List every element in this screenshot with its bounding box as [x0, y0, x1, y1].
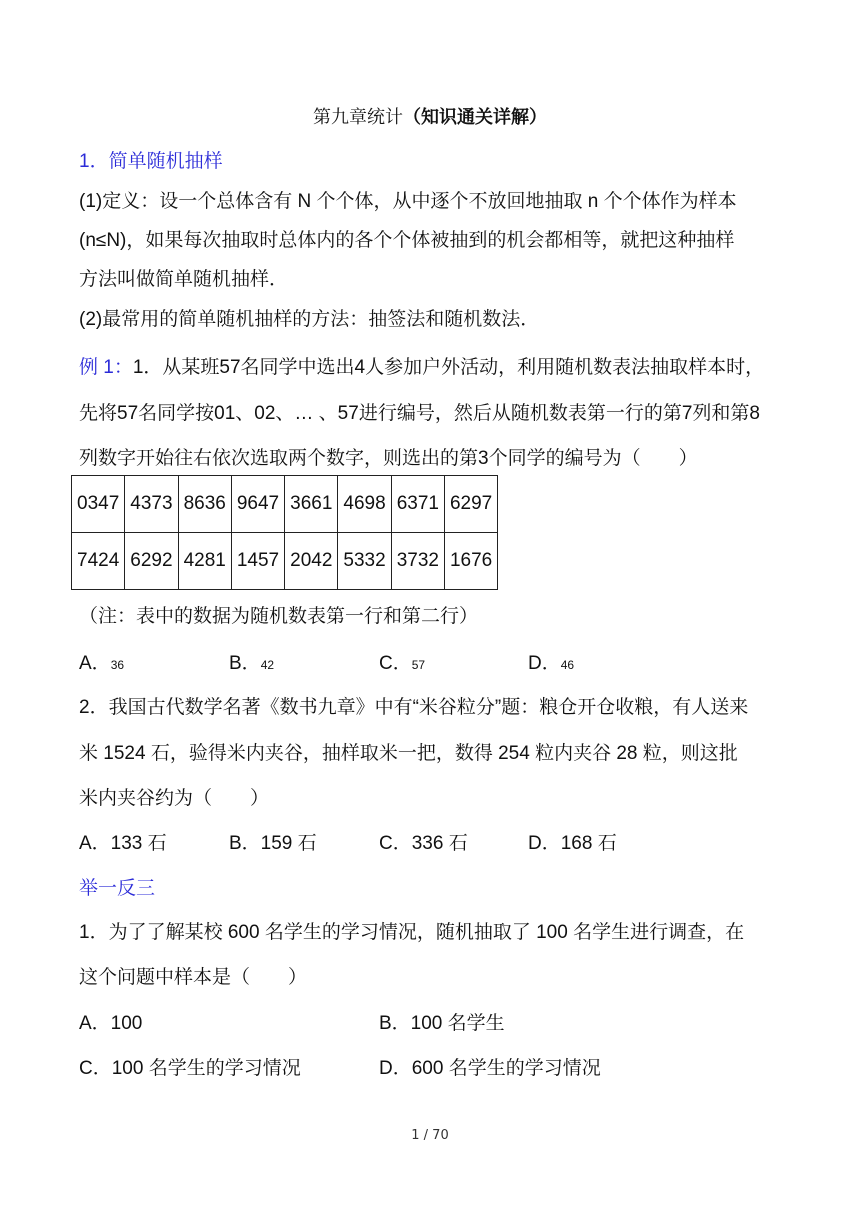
q1-option-b [229, 648, 274, 675]
practice-question1-line1: 1．为了了解某校 600 名学生的学习情况，随机抽取了 100 名学生进行调查，在 [79, 922, 745, 943]
example1-question2-line1: 2．我国古代数学名著《数书九章》中有“米谷粒分”题：粮仓开仓收粮，有人送来 [79, 697, 749, 718]
section-heading-simple-random-sampling: 1．简单随机抽样 [79, 151, 223, 172]
table-note: （注：表中的数据为随机数表第一行和第二行） [79, 605, 479, 627]
example1-question1-line3: 列数字开始往右依次选取两个数字，则选出的第3个同学的编号为（ ） [79, 448, 698, 469]
table-cell: 1676 [444, 533, 497, 590]
table-cell: 0347 [72, 476, 125, 533]
table-cell: 6292 [125, 533, 178, 590]
example1-question1-line2: 先将57名同学按01、02、… 、57进行编号，然后从随机数表第一行的第7列和第8 [79, 403, 760, 424]
table-cell: 8636 [178, 476, 231, 533]
option-letter: A． [79, 653, 111, 674]
table-row [72, 533, 498, 590]
q1-option-d [528, 648, 574, 675]
page-number: 1 / 70 [411, 1128, 449, 1143]
table-cell: 6297 [444, 476, 497, 533]
practice-option-b: B．100 名学生 [379, 1013, 505, 1034]
practice-option-d: D．600 名学生的学习情况 [379, 1058, 601, 1079]
definition-line-1: (1)定义：设一个总体含有 N 个个体，从中逐个不放回地抽取 n 个个体作为样本 [79, 191, 737, 212]
q1-option-a [79, 648, 124, 675]
table-cell: 4281 [178, 533, 231, 590]
table-cell: 2042 [285, 533, 338, 590]
method-line: (2)最常用的简单随机抽样的方法：抽签法和随机数法． [79, 309, 540, 330]
definition-line-3: 方法叫做简单随机抽样． [79, 269, 289, 290]
table-cell: 7424 [72, 533, 125, 590]
example1-question2-line2: 米 1524 石，验得米内夹谷，抽样取米一把，数得 254 粒内夹谷 28 粒，则这批 [79, 743, 738, 764]
page-title [0, 103, 860, 129]
title-suffix: （知识通关详解） [403, 107, 547, 128]
q2-option-a: A．133 石 [79, 833, 167, 854]
practice-question1-line2: 这个问题中样本是（ ） [79, 967, 308, 988]
q2-option-b: B．159 石 [229, 833, 317, 854]
table-cell: 3732 [391, 533, 444, 590]
table-cell: 1457 [231, 533, 284, 590]
example1-question1-line1 [79, 352, 764, 379]
practice-heading: 举一反三 [79, 878, 156, 899]
option-value: 57 [411, 658, 426, 672]
practice-option-c: C．100 名学生的学习情况 [79, 1058, 301, 1079]
random-number-table [71, 475, 498, 590]
q2-option-d: D．168 石 [528, 833, 617, 854]
example-label: 例 1： [79, 357, 133, 378]
title-main: 第九章统计 [313, 107, 403, 128]
q1-option-c [379, 648, 425, 675]
option-letter: B． [229, 653, 261, 674]
table-cell: 6371 [391, 476, 444, 533]
example1-q1-text1: 1．从某班57名同学中选出4人参加户外活动，利用随机数表法抽取样本时， [132, 357, 765, 378]
table-row [72, 476, 498, 533]
q2-option-c: C．336 石 [379, 833, 468, 854]
option-value: 36 [110, 658, 125, 672]
definition-line-2: (n≤N)，如果每次抽取时总体内的各个个体被抽到的机会都相等，就把这种抽样 [79, 230, 735, 251]
option-value: 46 [560, 658, 575, 672]
table-cell: 3661 [285, 476, 338, 533]
table-cell: 4373 [125, 476, 178, 533]
practice-option-a: A．100 [79, 1013, 143, 1034]
option-letter: D． [528, 653, 561, 674]
table-cell: 9647 [231, 476, 284, 533]
option-value: 42 [260, 658, 275, 672]
table-cell: 5332 [338, 533, 391, 590]
example1-question2-line3: 米内夹谷约为（ ） [79, 788, 270, 809]
option-letter: C． [379, 653, 412, 674]
table-cell: 4698 [338, 476, 391, 533]
